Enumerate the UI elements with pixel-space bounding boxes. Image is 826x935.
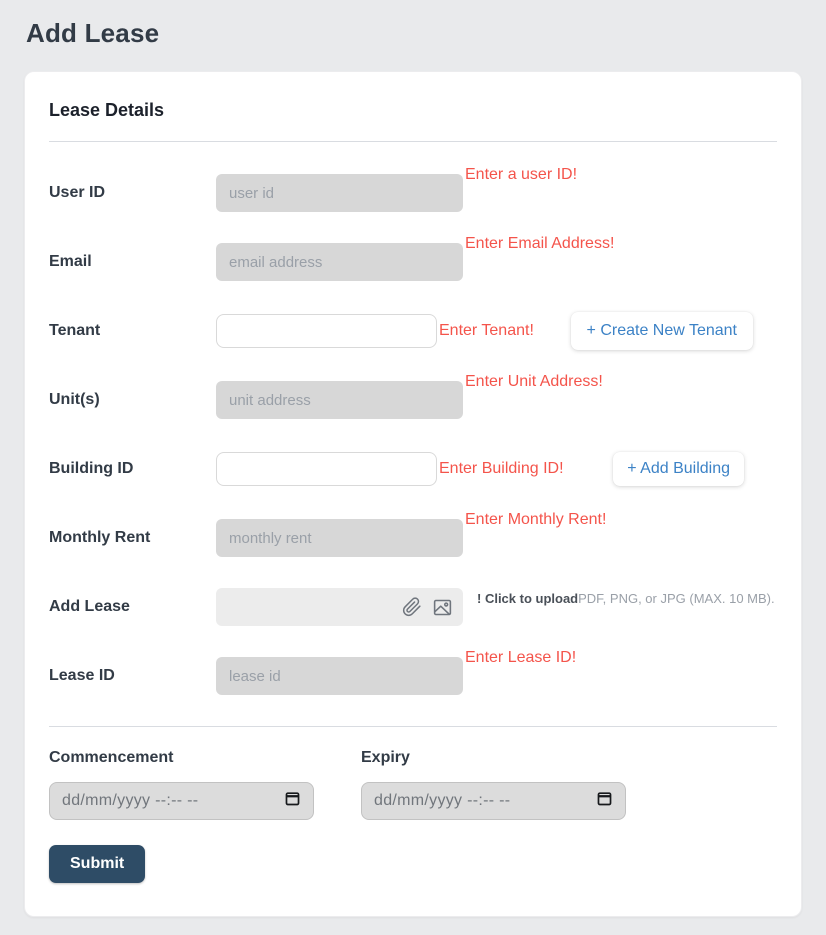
- add-building-button[interactable]: + Add Building: [613, 452, 744, 486]
- calendar-icon[interactable]: [284, 790, 301, 812]
- page-title: Add Lease: [26, 18, 160, 48]
- monthly-rent-label: Monthly Rent: [49, 529, 151, 546]
- expiry-block: [361, 749, 626, 820]
- create-new-tenant-button[interactable]: + Create New Tenant: [571, 312, 753, 350]
- building-id-input[interactable]: [216, 452, 437, 486]
- form-row-add-lease-file: [49, 588, 777, 626]
- card-title: Lease Details: [49, 100, 165, 120]
- lease-details-card: [24, 71, 802, 917]
- tenant-label: Tenant: [49, 322, 101, 339]
- expiry-value: dd/mm/yyyy --:-- --: [374, 792, 511, 809]
- expiry-label: Expiry: [361, 749, 410, 766]
- commencement-value: dd/mm/yyyy --:-- --: [62, 792, 199, 809]
- email-label: Email: [49, 253, 92, 270]
- user-id-error: Enter a user ID!: [465, 166, 578, 183]
- lease-id-input: [216, 657, 463, 695]
- form-row-user-id: [49, 166, 777, 212]
- image-icon: [432, 597, 453, 618]
- units-error: Enter Unit Address!: [465, 373, 603, 390]
- upload-hint: [477, 591, 775, 606]
- form-row-lease-id: [49, 649, 777, 695]
- form-row-units: [49, 373, 777, 419]
- upload-hint-bold: ! Click to upload: [477, 591, 579, 606]
- divider: [49, 726, 777, 727]
- calendar-icon[interactable]: [596, 790, 613, 812]
- date-row: [49, 749, 777, 820]
- divider: [49, 141, 777, 142]
- upload-hint-rest: PDF, PNG, or JPG (MAX. 10 MB).: [578, 591, 775, 606]
- lease-id-error: Enter Lease ID!: [465, 649, 577, 666]
- monthly-rent-input: [216, 519, 463, 557]
- form-row-tenant: [49, 312, 777, 350]
- units-input: [216, 381, 463, 419]
- expiry-datetime-input[interactable]: [361, 782, 626, 820]
- form-row-monthly-rent: [49, 511, 777, 557]
- building-id-error: Enter Building ID!: [439, 460, 564, 477]
- tenant-input[interactable]: [216, 314, 437, 348]
- monthly-rent-error: Enter Monthly Rent!: [465, 511, 607, 528]
- paperclip-icon: [402, 597, 422, 617]
- form-row-email: [49, 235, 777, 281]
- add-lease-label: Add Lease: [49, 598, 130, 615]
- user-id-input: [216, 174, 463, 212]
- email-error: Enter Email Address!: [465, 235, 615, 252]
- tenant-error: Enter Tenant!: [439, 322, 534, 339]
- building-id-label: Building ID: [49, 460, 134, 477]
- lease-upload-dropzone[interactable]: [216, 588, 463, 626]
- units-label: Unit(s): [49, 391, 100, 408]
- submit-button[interactable]: Submit: [49, 845, 145, 883]
- commencement-label: Commencement: [49, 749, 174, 766]
- commencement-block: [49, 749, 314, 820]
- commencement-datetime-input[interactable]: [49, 782, 314, 820]
- lease-id-label: Lease ID: [49, 667, 115, 684]
- email-input: [216, 243, 463, 281]
- form-row-building-id: [49, 450, 777, 488]
- user-id-label: User ID: [49, 184, 106, 201]
